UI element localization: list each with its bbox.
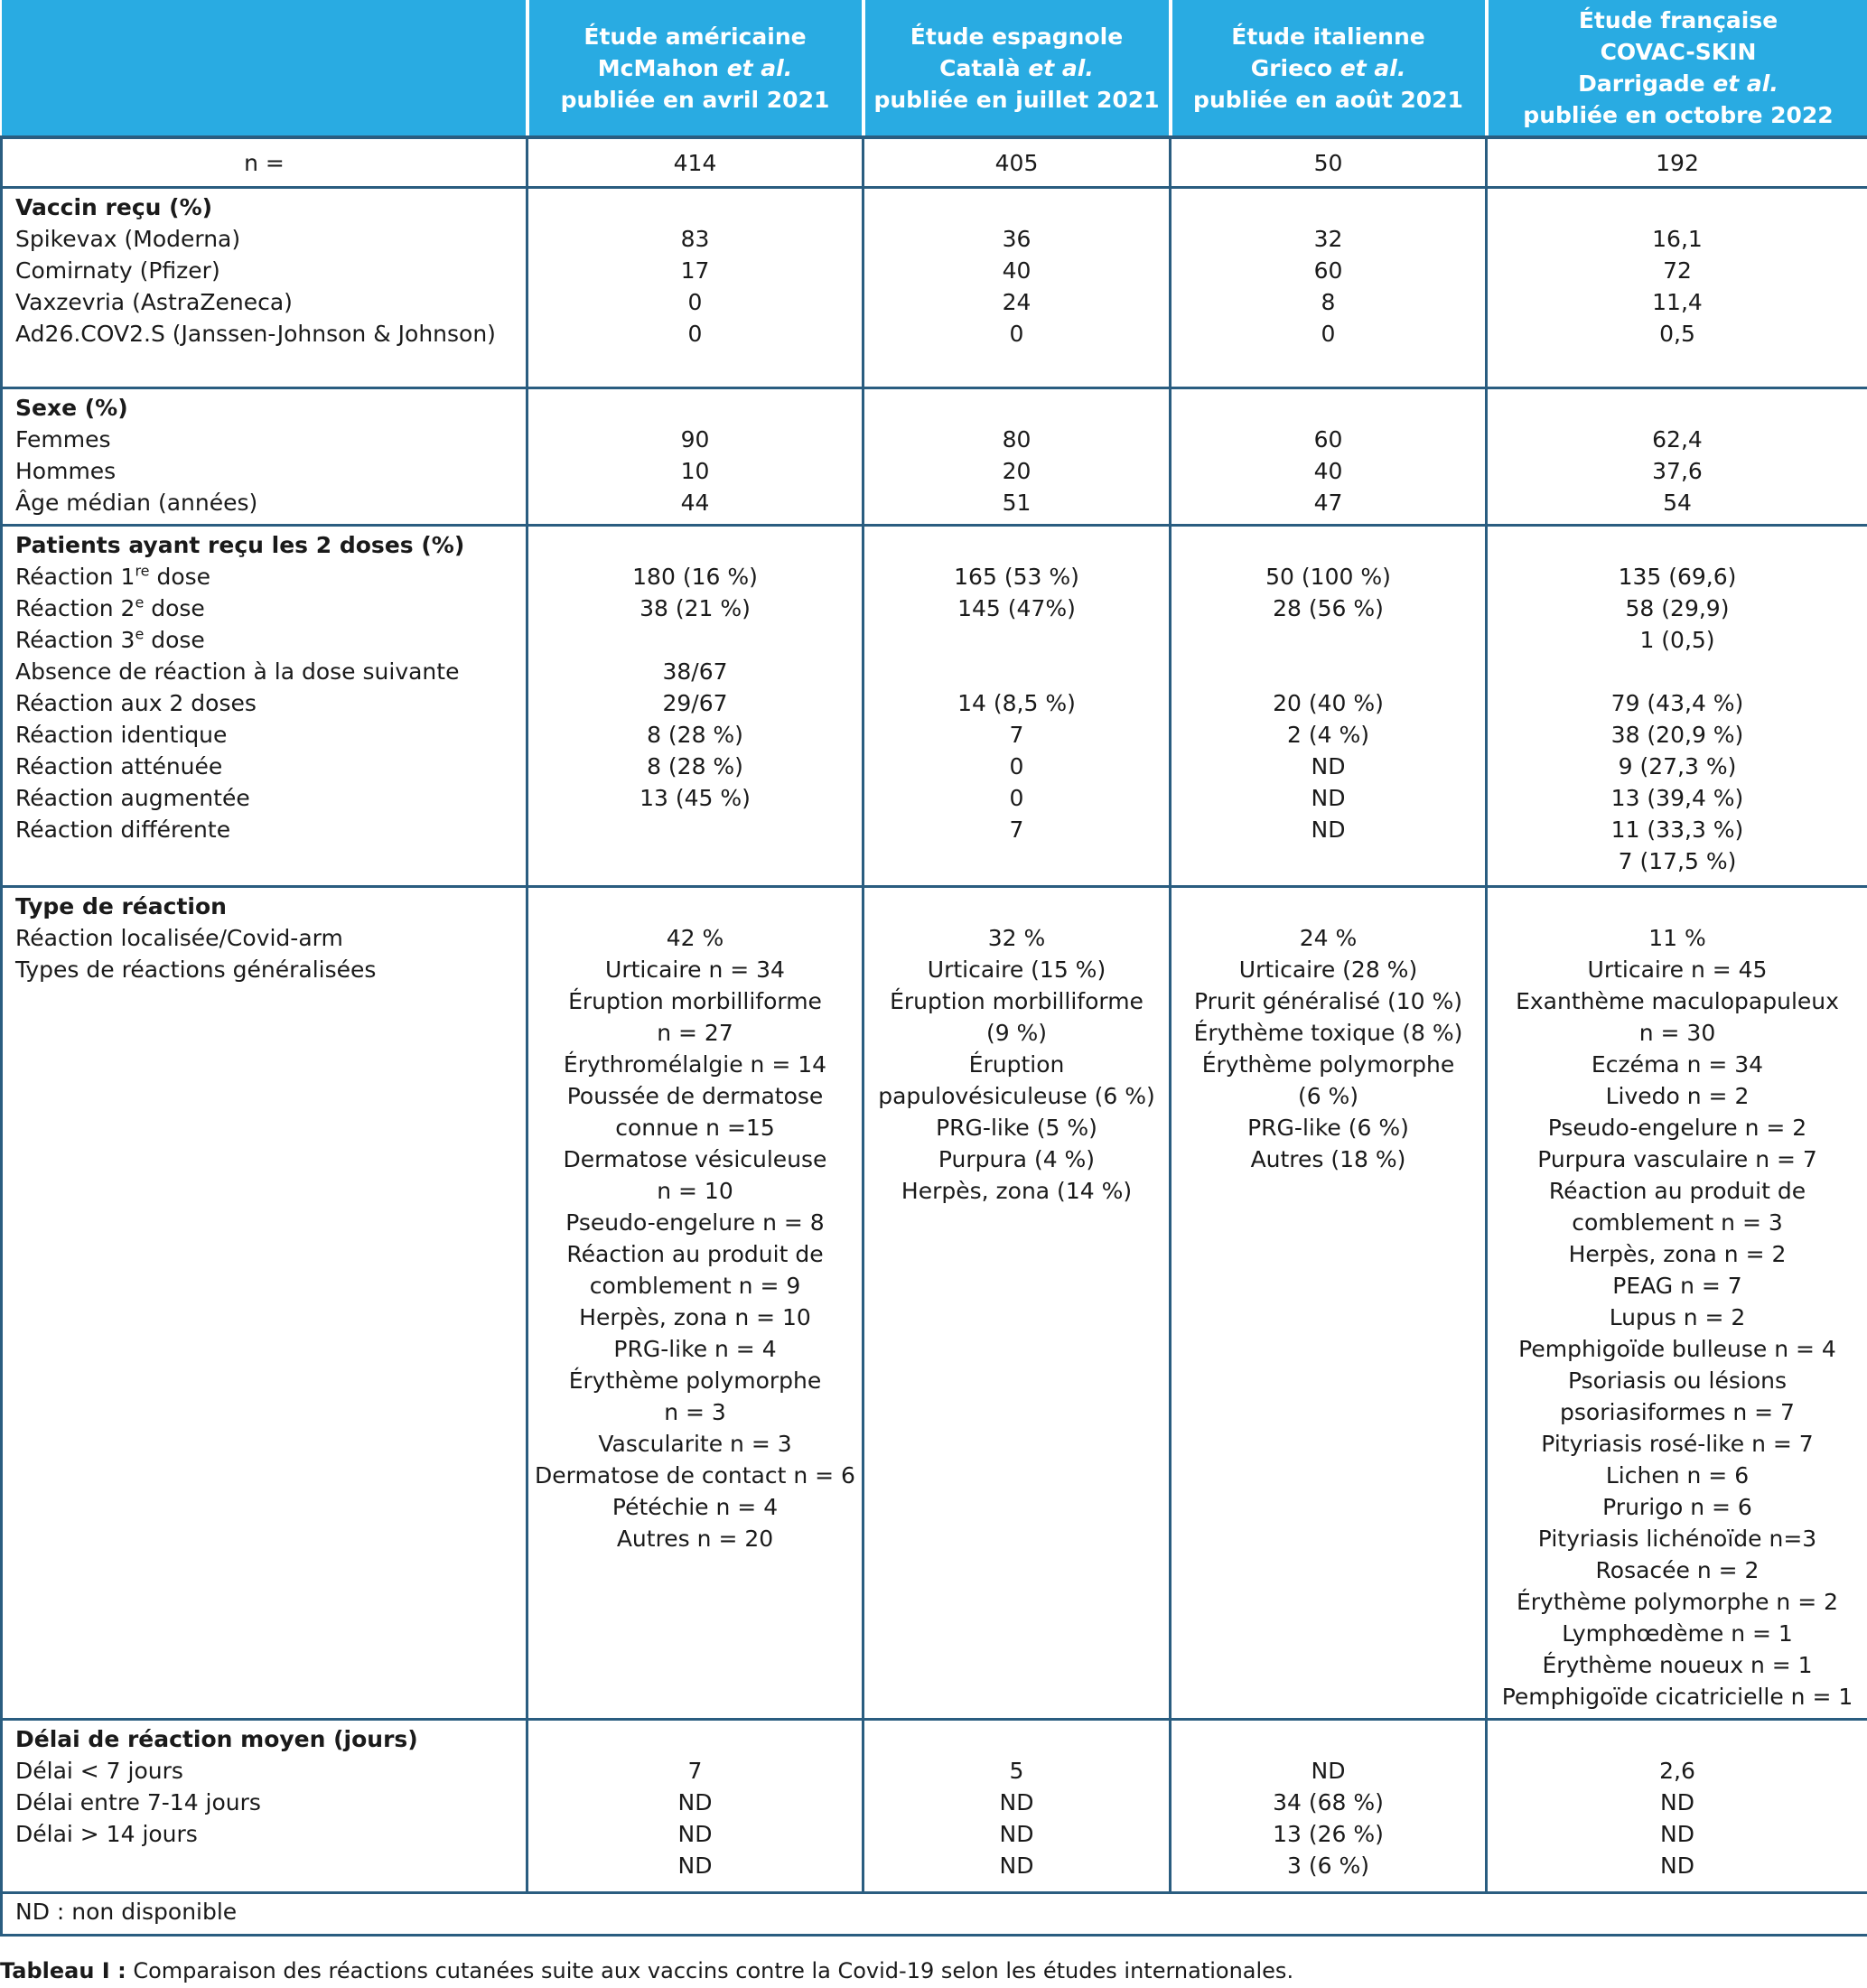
section-title: Sexe (%) [15,395,128,421]
section-title: Délai de réaction moyen (jours) [15,1726,418,1752]
values-cell: 180 (16 %) 38 (21 %) 38/67 29/67 8 (28 %) 8 (28 %) 13 (45 %) [527,526,863,887]
reaction-list-us: 42 % Urticaire n = 34 Éruption morbilliforme n = 27 Érythromélalgie n = 14 Poussée de dermatose connue n =15 Dermatose vésiculeuse n = 10 Pseudo-engelure n = 8 Réaction au produit de comblement n = 9 Herpès, zona n = 10 PRG-like n = 4 Érythème polymorphe n = 3 Vascularite n = 3 Dermatose de contact n = 6 Pétéchie n = 4 Autres n = 20 [527,887,863,1720]
section-title: Vaccin reçu (%) [15,194,213,220]
section-type [2,887,1867,1720]
header-study-es: Étude espagnole Català et al. publiée en juillet 2021 [863,0,1171,137]
values-cell: 80 20 51 [863,388,1171,526]
row-label: Types de réactions généralisées [15,957,377,983]
section-sexe [2,388,1867,526]
row-label: Réaction différente [15,817,231,843]
row-label: Réaction atténuée [15,753,223,779]
row-label: Réaction augmentée [15,785,250,811]
footnote: ND : non disponible [2,1893,1867,1936]
values-cell: 83 17 0 0 [527,188,863,388]
values-cell: ND 34 (68 %) 13 (26 %) 3 (6 %) [1171,1720,1487,1893]
section-vaccin [2,188,1867,388]
section-delai [2,1720,1867,1893]
n-value: 192 [1487,137,1867,188]
row-label: Réaction localisée/Covid-arm [15,925,343,951]
row-label: Comirnaty (Pfizer) [15,257,220,284]
values-cell: 50 (100 %) 28 (56 %) 20 (40 %) 2 (4 %) ND ND ND [1171,526,1487,887]
section-labels [2,1720,527,1893]
row-label: Ad26.COV2.S (Janssen-Johnson & Johnson) [15,321,496,347]
header-empty-cell [2,0,527,137]
row-label: Délai < 7 jours [15,1758,183,1784]
values-cell: 2,6 ND ND ND [1487,1720,1867,1893]
n-value: 50 [1171,137,1487,188]
section-labels [2,188,527,388]
header-study-us: Étude américaine McMahon et al. publiée en avril 2021 [527,0,863,137]
header-study-it: Étude italienne Grieco et al. publiée en août 2021 [1171,0,1487,137]
values-cell: 165 (53 %) 145 (47%) 14 (8,5 %) 7 0 0 7 [863,526,1171,887]
values-cell: 60 40 47 [1171,388,1487,526]
n-row [2,137,1867,188]
values-cell: 16,1 72 11,4 0,5 [1487,188,1867,388]
section-patients [2,526,1867,887]
row-label: Femmes [15,426,111,453]
reaction-list-it: 24 % Urticaire (28 %) Prurit généralisé (10 %) Érythème toxique (8 %) Érythème polymorphe (6 %) PRG-like (6 %) Autres (18 %) [1171,887,1487,1720]
row-label: Hommes [15,458,117,484]
reaction-list-fr: 11 % Urticaire n = 45 Exanthème maculopapuleux n = 30 Eczéma n = 34 Livedo n = 2 Pseudo-engelure n = 2 Purpura vasculaire n = 7 Réaction au produit de comblement n = 3 Herpès, zona n = 2 PEAG n = 7 Lupus n = 2 Pemphigoïde bulleuse n = 4 Psoriasis ou lésions psoriasiformes n = 7 Pityriasis rosé-like n = 7 Lichen n = 6 Prurigo n = 6 Pityriasis lichénoïde n=3 Rosacée n = 2 Érythème polymorphe n = 2 Lymphœdème n = 1 Érythème noueux n = 1 Pemphigoïde cicatricielle n = 1 [1487,887,1867,1720]
table-caption [0,1958,1293,1983]
values-cell: 36 40 24 0 [863,188,1171,388]
caption-text: Comparaison des réactions cutanées suite aux vaccins contre la Covid-19 selon les études internationales. [126,1958,1294,1983]
values-cell: 7 ND ND ND [527,1720,863,1893]
section-title: Type de réaction [15,893,227,919]
values-cell: 5 ND ND ND [863,1720,1171,1893]
values-cell: 32 60 8 0 [1171,188,1487,388]
reaction-list-es: 32 % Urticaire (15 %) Éruption morbilliforme (9 %) Éruption papulovésiculeuse (6 %) PRG-like (5 %) Purpura (4 %) Herpès, zona (14 %) [863,887,1171,1720]
row-label: Absence de réaction à la dose suivante [15,658,460,685]
section-labels [2,887,527,1720]
section-title: Patients ayant reçu les 2 doses (%) [15,532,465,558]
note-row [2,1893,1867,1936]
row-label: Réaction aux 2 doses [15,690,257,716]
n-value: 414 [527,137,863,188]
values-cell: 135 (69,6) 58 (29,9) 1 (0,5) 79 (43,4 %) 38 (20,9 %) 9 (27,3 %) 13 (39,4 %) 11 (33,3 %) 7 (17,5 %) [1487,526,1867,887]
row-label: Délai entre 7-14 jours [15,1789,261,1815]
row-label: Âge médian (années) [15,490,258,516]
caption-label: Tableau I : [0,1958,126,1983]
row-label: Délai > 14 jours [15,1821,198,1847]
section-labels [2,526,527,887]
row-label: Réaction 3e dose [15,625,205,653]
row-label: Réaction identique [15,722,228,748]
values-cell: 90 10 44 [527,388,863,526]
row-label: Spikevax (Moderna) [15,226,241,252]
n-label: n = [2,137,527,188]
n-value: 405 [863,137,1171,188]
section-labels [2,388,527,526]
values-cell: 62,4 37,6 54 [1487,388,1867,526]
row-label: Réaction 2e dose [15,593,205,621]
header-row [2,0,1867,137]
header-study-fr: Étude française COVAC-SKIN Darrigade et al. publiée en octobre 2022 [1487,0,1867,137]
row-label: Réaction 1re dose [15,562,211,590]
row-label: Vaxzevria (AstraZeneca) [15,289,293,315]
